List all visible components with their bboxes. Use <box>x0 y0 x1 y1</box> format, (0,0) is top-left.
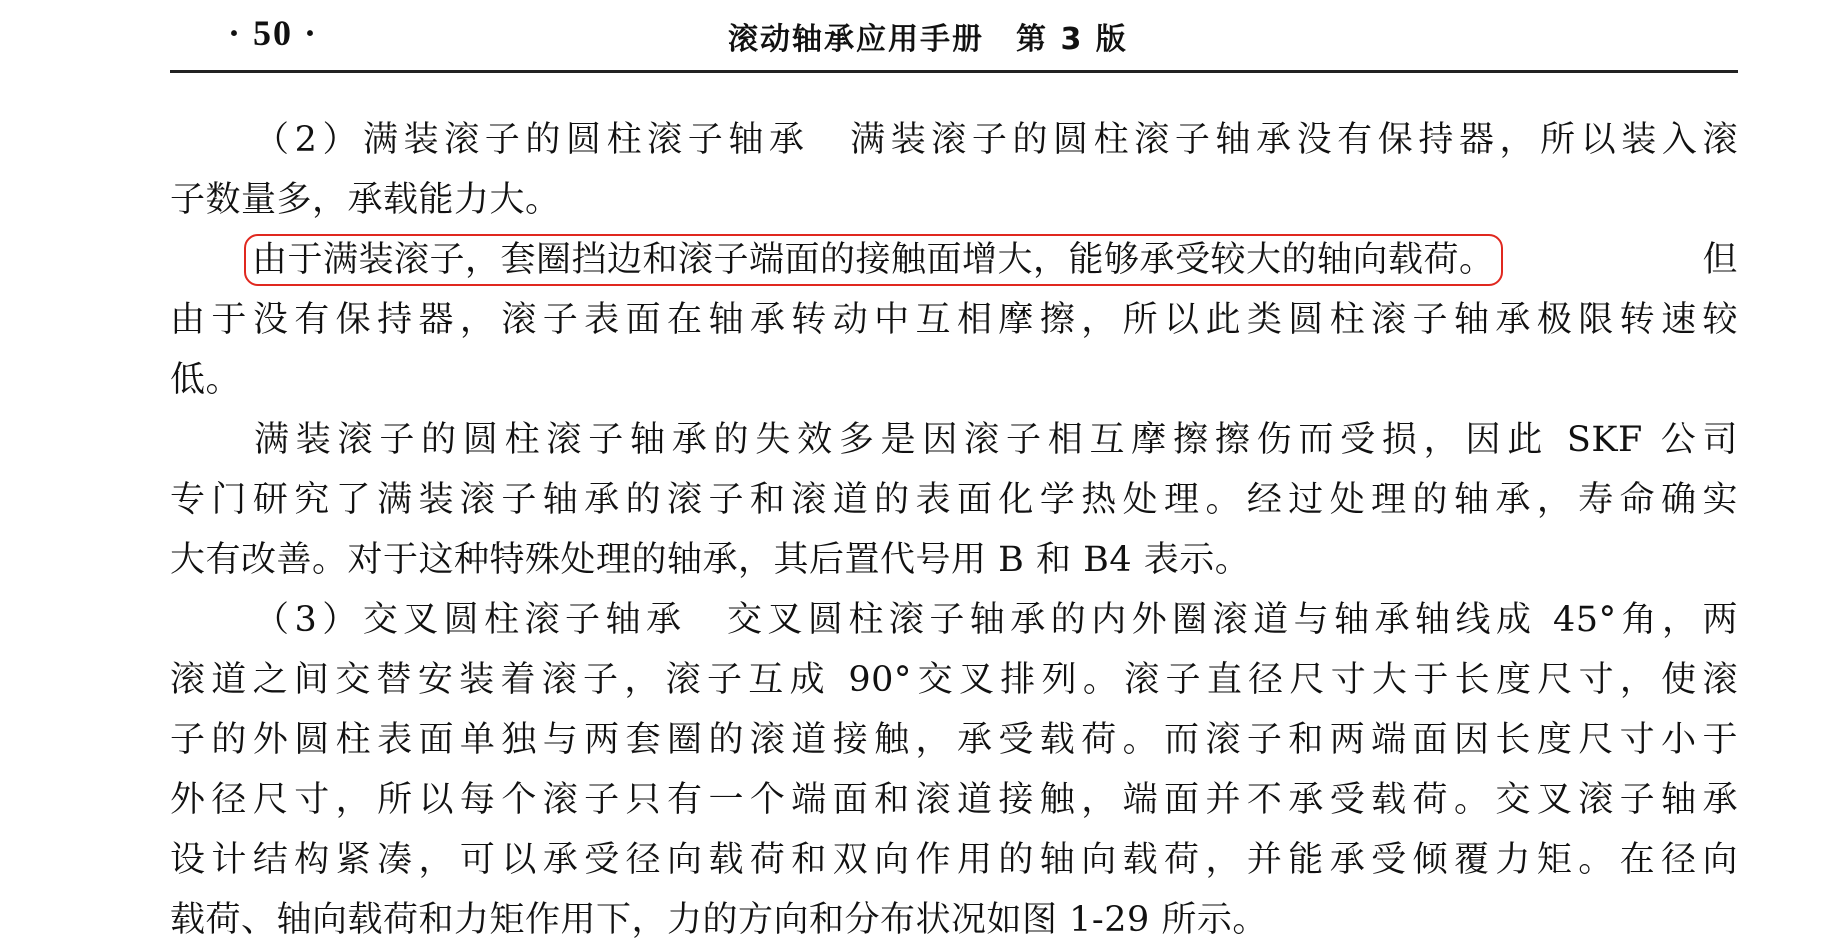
page-header <box>0 0 1848 80</box>
text-line-tail: 但 <box>1702 240 1738 280</box>
text-line: （3）交叉圆柱滚子轴承 交叉圆柱滚子轴承的内外圈滚道与轴承轴线成 45°角，两 <box>254 600 1738 640</box>
header-rule <box>170 70 1738 73</box>
text-line: 子数量多，承载能力大。 <box>170 180 561 220</box>
highlighted-sentence: 由于满装滚子，套圈挡边和滚子端面的接触面增大，能够承受较大的轴向载荷。 <box>244 234 1503 286</box>
text-line: 低。 <box>170 360 242 400</box>
text-line-highlighted <box>170 230 1738 290</box>
page-number: · 50 · <box>228 13 319 53</box>
text-line: 外径尺寸，所以每个滚子只有一个端面和滚道接触，端面并不承受载荷。交叉滚子轴承 <box>170 780 1738 820</box>
text-line: 滚道之间交替安装着滚子，滚子互成 90°交叉排列。滚子直径尺寸大于长度尺寸，使滚 <box>170 660 1738 700</box>
text-line: 设计结构紧凑，可以承受径向载荷和双向作用的轴向载荷，并能承受倾覆力矩。在径向 <box>170 840 1738 880</box>
text-line: 满装滚子的圆柱滚子轴承的失效多是因滚子相互摩擦擦伤而受损，因此 SKF 公司 <box>254 420 1738 460</box>
text-line: 大有改善。对于这种特殊处理的轴承，其后置代号用 B 和 B4 表示。 <box>170 540 1251 580</box>
book-title: 滚动轴承应用手册 第 3 版 <box>728 22 1128 57</box>
text-line: 由于没有保持器，滚子表面在轴承转动中互相摩擦，所以此类圆柱滚子轴承极限转速较 <box>170 300 1738 340</box>
body-text <box>170 110 1738 950</box>
text-line: 专门研究了满装滚子轴承的滚子和滚道的表面化学热处理。经过处理的轴承，寿命确实 <box>170 480 1738 520</box>
text-line: 载荷、轴向载荷和力矩作用下，力的方向和分布状况如图 1-29 所示。 <box>170 900 1268 940</box>
text-line: （2）满装滚子的圆柱滚子轴承 满装滚子的圆柱滚子轴承没有保持器，所以装入滚 <box>254 120 1738 160</box>
text-line: 子的外圆柱表面单独与两套圈的滚道接触，承受载荷。而滚子和两端面因长度尺寸小于 <box>170 720 1738 760</box>
